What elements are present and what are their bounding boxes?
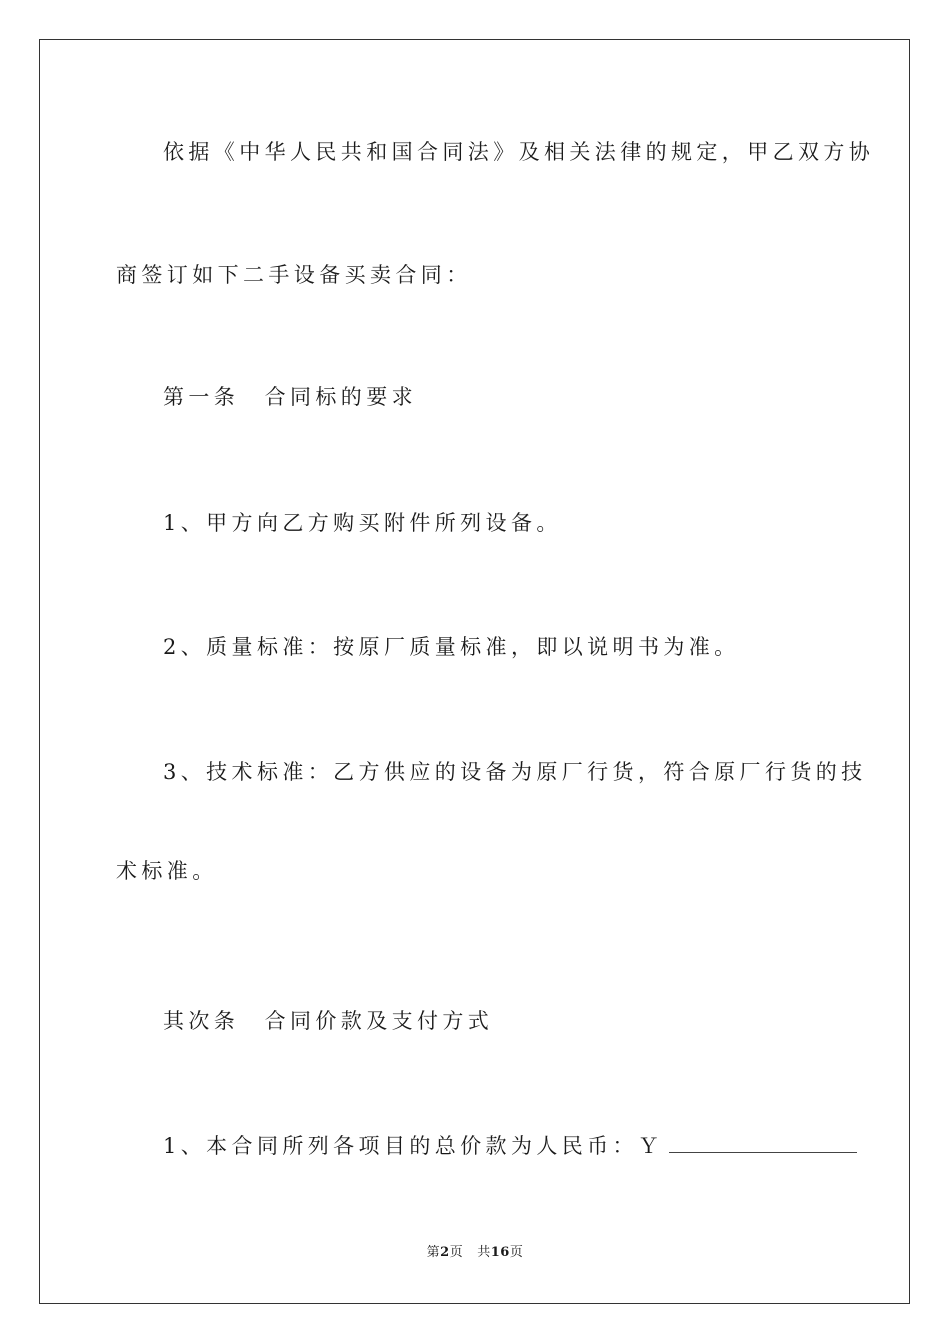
- clause-1-1: 1、甲方向乙方购买附件所列设备。: [163, 511, 562, 535]
- page-footer: [0, 1244, 950, 1262]
- article-2-heading: 其次条 合同价款及支付方式: [163, 1009, 494, 1033]
- footer-total-prefix: 共: [477, 1245, 491, 1260]
- price-blank-field: [669, 1134, 857, 1153]
- clause-2-1-text: 1、本合同所列各项目的总价款为人民币：Ｙ: [163, 1134, 664, 1158]
- footer-total-suffix: 页: [509, 1245, 524, 1260]
- footer-page-prefix: 第: [426, 1245, 441, 1260]
- clause-1-2: 2、质量标准：按原厂质量标准，即以说明书为准。: [163, 635, 740, 659]
- footer-page-suffix: 页: [449, 1245, 464, 1260]
- paragraph-intro-line-1: 依据《中华人民共和国合同法》及相关法律的规定，甲乙双方协: [163, 140, 875, 164]
- paragraph-intro-line-2: 商签订如下二手设备买卖合同：: [116, 263, 472, 287]
- clause-1-3-line-1: 3、技术标准：乙方供应的设备为原厂行货，符合原厂行货的技: [163, 760, 867, 784]
- page-border: [39, 39, 910, 1304]
- article-1-heading: 第一条 合同标的要求: [163, 385, 417, 409]
- clause-1-3-line-2: 术标准。: [116, 859, 218, 883]
- footer-total-pages: 16: [490, 1245, 510, 1260]
- clause-2-1: [163, 1131, 857, 1161]
- footer-page-number: 2: [440, 1245, 450, 1260]
